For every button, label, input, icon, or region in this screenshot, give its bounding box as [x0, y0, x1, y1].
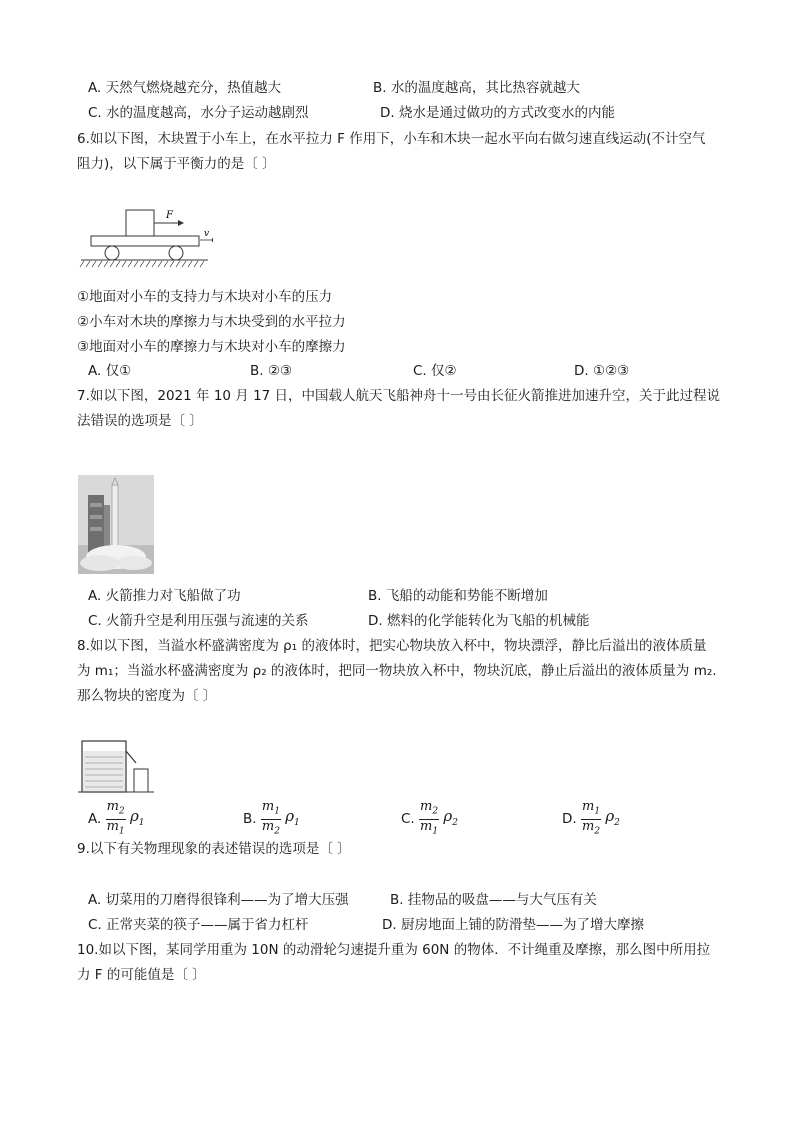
q8-option-a-numerator: $m_2$	[106, 800, 126, 820]
q5-option-a: A. 天然气燃烧越充分，热值越大	[88, 80, 282, 96]
q10-stem-line2: 力 F 的可能值是〔 〕	[77, 967, 206, 983]
q9-stem: 9.以下有关物理现象的表述错误的选项是〔 〕	[77, 841, 351, 857]
q9-option-a: A. 切菜用的刀磨得很锋利——为了增大压强	[88, 892, 349, 908]
q6-option-a: A. 仅①	[88, 363, 132, 379]
q6-statement-1: ①地面对小车的支持力与木块对小车的压力	[77, 289, 333, 305]
q8-option-a-denominator: $m_1$	[106, 818, 125, 837]
velocity-label: v	[204, 229, 210, 239]
q8-option-a-density: $\rho_1$	[129, 806, 145, 828]
q8-option-d-density: $\rho_2$	[605, 806, 620, 828]
q8-option-c-letter: C.	[401, 811, 415, 828]
q8-option-b-denominator: $m_2$	[261, 818, 280, 837]
q8-option-b-letter: B.	[243, 811, 257, 828]
q10-stem-line1: 10.如以下图，某同学用重为 10N 的动滑轮匀速提升重为 60N 的物体．不计绳重及摩擦，那么图中所用拉	[77, 942, 711, 958]
q9-option-d: D. 厨房地面上铺的防滑垫——为了增大摩擦	[382, 917, 644, 933]
q8-option-b	[243, 800, 300, 838]
q8-stem-line3: 那么物块的密度为〔 〕	[77, 688, 217, 704]
q8-option-a-letter: A.	[88, 811, 102, 828]
q5-option-c: C. 水的温度越高，水分子运动越剧烈	[88, 105, 309, 121]
overflow-cup-figure	[78, 737, 154, 793]
q5-option-b: B. 水的温度越高，其比热容就越大	[373, 80, 580, 96]
q6-stem-line2: 阻力)，以下属于平衡力的是〔 〕	[77, 156, 276, 172]
rocket-launch-photo	[78, 475, 154, 574]
q8-option-a	[88, 800, 145, 838]
q8-option-d-letter: D.	[562, 811, 577, 828]
q8-option-c	[401, 800, 458, 838]
q8-option-b-numerator: $m_1$	[261, 800, 281, 820]
q8-option-c-density: $\rho_2$	[443, 806, 458, 828]
q6-option-b: B. ②③	[250, 363, 293, 379]
q6-statement-2: ②小车对木块的摩擦力与木块受到的水平拉力	[77, 314, 346, 330]
q7-option-c: C. 火箭升空是利用压强与流速的关系	[88, 613, 309, 629]
q6-option-d: D. ①②③	[574, 363, 630, 379]
q7-option-d: D. 燃料的化学能转化为飞船的机械能	[368, 613, 590, 629]
q7-stem-line1: 7.如以下图，2021 年 10 月 17 日，中国载人航天飞船神舟十一号由长征火箭推进加速升空，关于此过程说	[77, 388, 721, 404]
q8-option-c-numerator: $m_2$	[419, 800, 439, 820]
cart-block-figure	[78, 200, 213, 272]
q6-statement-3: ③地面对小车的摩擦力与木块对小车的摩擦力	[77, 339, 346, 355]
q8-option-d	[562, 800, 620, 838]
q7-option-a: A. 火箭推力对飞船做了功	[88, 588, 241, 604]
q8-option-d-denominator: $m_2$	[581, 818, 601, 837]
q7-stem-line2: 法错误的选项是〔 〕	[77, 413, 203, 429]
q9-option-b: B. 挂物品的吸盘——与大气压有关	[390, 892, 597, 908]
q7-option-b: B. 飞船的动能和势能不断增加	[368, 588, 548, 604]
q6-stem-line1: 6.如以下图，木块置于小车上，在水平拉力 F 作用下，小车和木块一起水平向右做匀速直线运动(不计空气	[77, 131, 706, 147]
q9-option-c: C. 正常夹菜的筷子——属于省力杠杆	[88, 917, 309, 933]
q8-stem-line1: 8.如以下图，当溢水杯盛满密度为 ρ₁ 的液体时，把实心物块放入杯中，物块漂浮，静比后溢出的液体质量	[77, 638, 707, 654]
q8-option-c-denominator: $m_1$	[420, 818, 439, 837]
q8-option-b-density: $\rho_1$	[285, 806, 300, 828]
q8-stem-line2: 为 m₁；当溢水杯盛满密度为 ρ₂ 的液体时，把同一物块放入杯中，物块沉底，静止后溢出的液体质量为 m₂.	[77, 663, 717, 679]
force-label: F	[166, 210, 173, 221]
q5-option-d: D. 烧水是通过做功的方式改变水的内能	[380, 105, 615, 121]
q8-option-d-numerator: $m_1$	[581, 800, 601, 820]
q6-option-c: C. 仅②	[413, 363, 457, 379]
